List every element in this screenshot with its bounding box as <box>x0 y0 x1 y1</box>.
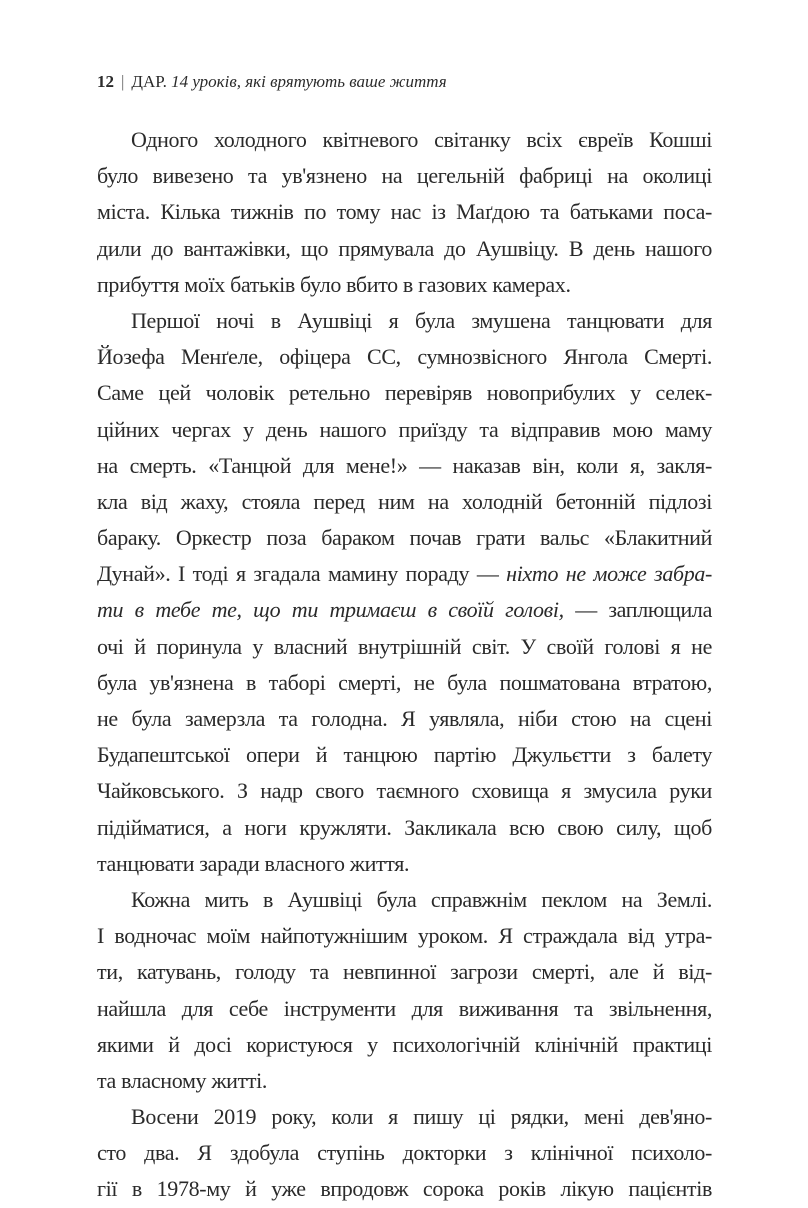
page-number: 12 <box>97 72 114 91</box>
paragraph <box>97 1099 712 1208</box>
text-line: Чайковського. З надр свого таємного сховища я змусила руки <box>97 778 712 804</box>
text-line: не була замерзла та голодна. Я уявляла, ніби стою на сцені <box>97 706 712 731</box>
text-line: очі й поринула у власний внутрішній світ. У своїй голові я не <box>97 633 712 659</box>
text-line: дили до вантажівки, що прямувала до Аушвіцу. В день нашого <box>97 235 712 261</box>
text-line: була ув'язнена в таборі смерті, не була пошматована втратою, <box>97 669 712 695</box>
paragraph <box>97 303 712 882</box>
text-line: на смерть. «Танцюй для мене!» — наказав він, коли я, закля- <box>97 452 712 478</box>
book-title: ДАР. <box>131 72 167 91</box>
text-line: сто два. Я здобула ступінь докторки з клінічної психоло- <box>97 1140 712 1166</box>
header-separator: | <box>121 72 125 91</box>
text-line: ційних чергах у день нашого приїзду та відправив мою маму <box>97 416 712 442</box>
text-line: танцювати заради власного життя. <box>97 850 410 876</box>
text-line: Одного холодного квітневого світанку всіх євреїв Кошші <box>131 127 712 152</box>
body-text <box>97 122 712 1208</box>
text-line: кла від жаху, стояла перед ним на холодній бетонній підлозі <box>97 488 712 514</box>
italic-quote: ніхто не може забра- <box>506 561 712 587</box>
text-line: Йозефа Менґеле, офіцера СС, сумнозвісного Янгола Смерті. <box>97 344 712 370</box>
book-subtitle: 14 уроків, які врятують ваше життя <box>171 72 447 91</box>
text-fragment: — заплющила <box>563 597 712 623</box>
paragraph <box>97 882 712 1099</box>
text-line: ти, катувань, голоду та невпинної загрози смерті, але й від- <box>97 959 712 985</box>
text-fragment: Дунай». І тоді я згадала мамину пораду — <box>97 561 507 587</box>
text-line: міста. Кілька тижнів по тому нас із Маґдою та батьками поса- <box>97 199 712 225</box>
italic-quote: ти в тебе те, що ти тримаєш в своїй голові, <box>97 597 564 623</box>
running-header <box>97 72 447 92</box>
text-line: Восени 2019 року, коли я пишу ці рядки, мені дев'яно- <box>131 1104 712 1130</box>
text-line: якими й досі користуюся у психологічній клінічній практиці <box>97 1031 712 1057</box>
text-line: підійматися, а ноги кружляти. Закликала всю свою силу, щоб <box>97 814 712 840</box>
paragraph <box>97 122 712 303</box>
text-line: та власному житті. <box>97 1067 268 1093</box>
text-line: І водночас моїм найпотужнішим уроком. Я страждала від утра- <box>97 923 712 949</box>
text-line: було вивезено та ув'язнено на цегельній фабриці на околиці <box>97 163 712 189</box>
text-line: бараку. Оркестр поза бараком почав грати вальс «Блакитний <box>97 525 712 551</box>
text-line-mixed <box>97 592 712 628</box>
text-line: Саме цей чоловік ретельно перевіряв новоприбулих у селек- <box>97 380 712 406</box>
text-line: Кожна мить в Аушвіці була справжнім пеклом на Землі. <box>131 886 712 912</box>
text-line: гії в 1978-му й уже впродовж сорока років лікую пацієнтів <box>97 1176 712 1202</box>
text-line: Першої ночі в Аушвіці я була змушена танцювати для <box>131 307 712 333</box>
text-line: Будапештської опери й танцюю партію Джульєтти з балету <box>97 742 712 768</box>
text-line-mixed <box>97 556 712 592</box>
text-line: найшла для себе інструменти для виживання та звільнення, <box>97 995 712 1021</box>
text-line: прибуття моїх батьків було вбито в газових камерах. <box>97 271 571 297</box>
